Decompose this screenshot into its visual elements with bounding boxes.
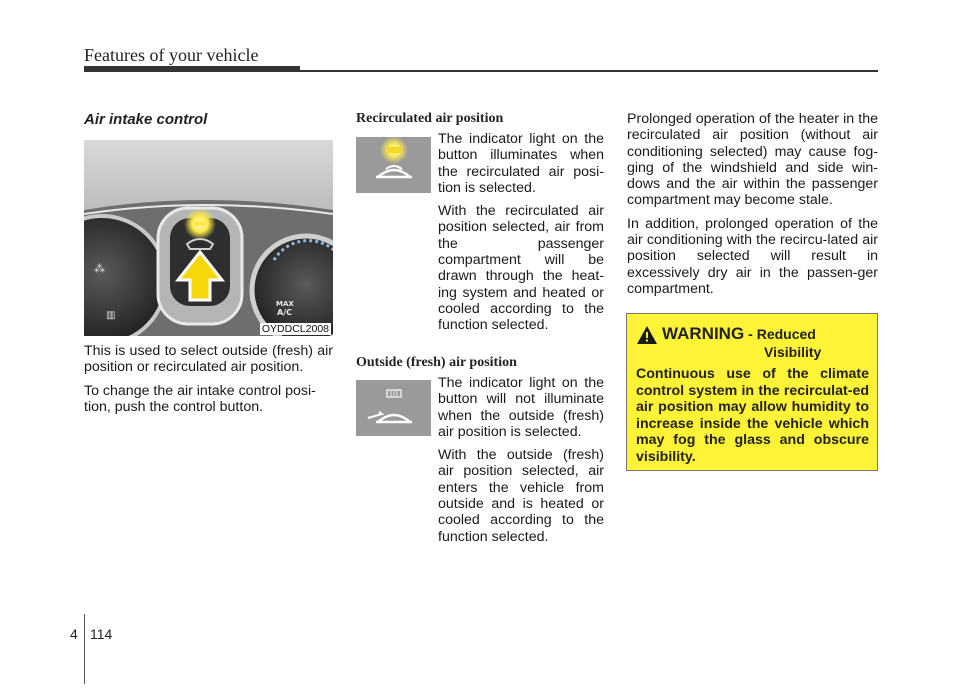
control-panel-photo [84,140,333,336]
footer-rule [84,614,85,684]
warning-subtitle: - Reduced [748,326,816,342]
page-header-title: Features of your vehicle [84,45,259,65]
prolonged-paragraph-2: In addition, prolonged operation of the air conditioning with the recircu-lated air position selected will result in excessively dry air in the passen-ger compartment. [627,215,878,297]
warning-box [626,313,878,471]
photo-caption: OYDDCL2008 [261,323,329,335]
warning-body: Continuous use of the climate control system in the recirculat-ed air position may allow humidity to increase inside the vehicle which may fog the glass and obscure visibility. [636,366,869,465]
intro-paragraph-1: This is used to select outside (fresh) air position or recirculated air position. [84,343,333,376]
prolonged-operation-text [627,111,878,304]
page-number: 114 [90,626,113,642]
warning-triangle-icon [636,325,658,345]
recirc-indicator-image [356,137,431,193]
outside-text [438,375,604,552]
warning-title: WARNING [662,324,745,343]
chapter-number: 4 [70,626,78,642]
ac-label: A/C [277,308,292,317]
outside-heading: Outside (fresh) air position [356,355,517,370]
intro-text [84,343,333,422]
outside-indicator-image [356,380,431,436]
svg-text:▥: ▥ [106,310,116,321]
prolonged-paragraph-1: Prolonged operation of the heater in the recirculated air position (without air conditioning selected) may cause fog-ging of the windshield and side win-dows and the air within the passenger compartment may become stale. [627,111,878,209]
recirculate-car-icon [376,166,412,177]
recirc-heading: Recirculated air position [356,111,504,126]
recirc-paragraph-2: With the recirculated air position selected, air from the passenger compartment will be drawn through the heat-ing system and heated or cooled according to the function selected. [438,203,604,334]
section-title: Air intake control [84,111,208,128]
svg-text:⁂: ⁂ [94,262,105,275]
max-label: MAX [276,300,294,308]
outside-paragraph-2: With the outside (fresh) air position selected, air enters the vehicle from outside and is heated or cooled according to the function selected. [438,447,604,545]
warning-subtitle-2: Visibility [764,344,822,360]
fresh-air-car-icon [368,412,412,422]
intro-paragraph-2: To change the air intake control posi-tion, push the control button. [84,382,316,415]
outside-paragraph-1: The indicator light on the button will not illuminate when the outside (fresh) air position is selected. [438,375,604,440]
recirc-paragraph-1: The indicator light on the button illuminates when the recirculated air posi-tion is selected. [438,131,604,196]
recirc-text [438,131,604,341]
header-rule [84,70,878,72]
